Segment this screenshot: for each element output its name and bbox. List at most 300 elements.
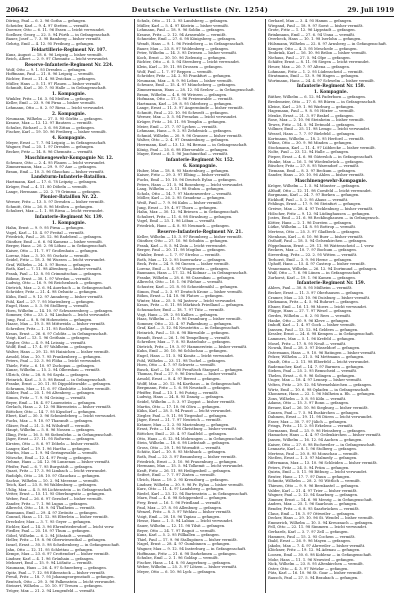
casualty-entry: Schröder, Fritz — 21. 4. 98 Oelsnitz — gefangen.	[6, 290, 98, 295]
casualty-entry: Becker, Ernst — 11. 3. 97 Oberhausen — gefangen.	[268, 291, 365, 296]
casualty-entry: Eichler, Karl — 14. 3. 96 Ehrenfriedersdorf — leicht verw.	[6, 524, 115, 529]
casualty-entry: Voigt, Emil — 20. 10. 96 Tapiau — gefangen.	[137, 514, 221, 519]
casualty-entry: Richter, Otto — 6. 5. 94 Sternberg — leicht verwundet.	[137, 60, 241, 65]
column-rule	[265, 19, 266, 593]
casualty-entry: Uhlig, Max — 4. 5. 98 Lichtenstein — in Gefangenschaft.	[6, 487, 113, 492]
casualty-entry: Thiele, Fritz — 6. 10. 97 Zschopau — gefangen.	[6, 363, 96, 368]
casualty-entry: Günther, Otto — 27. 10. 96 Schubin — gefangen.	[137, 239, 229, 244]
casualty-entry: Wiegand, Paul — 18. 9. 97 Soest — bisher vermißt.	[268, 23, 364, 28]
casualty-entry: Kraus, Ernst — 26. 6. 97 Colditz — in Gefangenschaft.	[6, 331, 108, 336]
casualty-entry: Conrad, Hans — 11. 12. 98 Elterlein — bisher vermißt.	[6, 515, 109, 520]
casualty-entry: Jakobs, Max — 7. 4. 97 Ahrweiler — bisher vermißt.	[268, 543, 366, 548]
casualty-entry: Pöppelmann, Ernst — 29. 11. 98 Wattenscheid — l. verw.	[268, 243, 375, 248]
casualty-entry: Engel, Hans — 5. 3. 96 Stollberg — vermißt.	[6, 304, 90, 309]
casualty-entry: Hammes, Paul — 15. 2. 95 Cochem — vermißt.	[268, 534, 356, 539]
casualty-entry: Mayer, Ernst — 6. 1. 96 Joachimsthal — vermißt.	[137, 152, 229, 157]
casualty-entry: Lehmann, Otto — 8. 2. 97 Riesa — leicht verwundet.	[6, 105, 105, 110]
casualty-entry: Overbeck, Hans — 10. 1. 98 Iserlohn — gefangen.	[268, 37, 362, 42]
section-heading: Feldartillerie-Regiment Nr. 107.	[31, 46, 107, 52]
casualty-entry: Fischer, Hans — 14. 8. 95 Angerburg — gefangen.	[137, 560, 232, 565]
casualty-entry: Keller, Wilhelm — 15. 3. 97 Bromberg — bisher vermißt.	[137, 234, 243, 239]
casualty-entry: Wilms, Otto — 30. 9. 96 Minden — gefangen.	[268, 141, 353, 146]
casualty-entry: Elsner, Emil — 16. 11. 98 Moers — leicht verwundet.	[268, 304, 368, 309]
casualty-entry: Sander, Hans — 20. 10. 96 Ahlen — bisher vermißt.	[268, 173, 365, 178]
casualty-entry: Scheider, Karl — 9. 4. 97 Stetten — vermißt.	[6, 23, 90, 28]
section-heading: Infanterie-Regiment Nr. 152.	[165, 156, 235, 162]
casualty-entry: Grote, Fritz — 1. 12. 96 Lippstadt — gefangen.	[268, 28, 356, 33]
casualty-entry: Schumacher, Emil — 18. 7. 97 Tütz — vermißt.	[137, 308, 225, 313]
casualty-entry: Hamacher, Hans — 4. 4. 97 Geilenkirchen — bisher vermißt.	[268, 433, 382, 438]
casualty-entry: Heinrich, Paul — 15. 6. 98 Bärwalde — gefangen.	[137, 331, 230, 335]
casualty-entry: Imhoff, Karl — 1. 4. 97 Goch — bisher vermißt.	[268, 323, 356, 328]
casualty-entry: Hartmann, Karl — 29. 8. 95 Oderberg — gefangen.	[137, 101, 233, 106]
casualty-entry: Xhonneux, Hans — 22. 1. 96 Mülheim a. Rh. — gefangen.	[268, 392, 376, 397]
casualty-entry: Illing, Fritz — 16. 5. 98 Siebenlehn — in Gefangenschaft.	[6, 432, 113, 437]
casualty-entry: Mehnert, Emil — 15. 9. 94 Lößnitz — vermißt.	[6, 561, 93, 566]
casualty-entry: Günther, Emil — 6. 6. 94 Kamenz — bisher vermißt.	[6, 239, 103, 244]
casualty-entry: Krüger, Paul — 4. 11. 80 Döbeln — vermißt.	[6, 185, 88, 190]
section-heading: Maschinengewehr-Kompagnie Nr. 12.	[24, 154, 114, 160]
casualty-entry: Horn, Otto — 4. 7. 97 Schwetz — vermißt.	[137, 363, 216, 368]
casualty-entry: Schreiber, Max — 7. 8. 95 Ratzebuhr — gefangen.	[137, 340, 231, 345]
casualty-entry: Fiedler, Paul — 25. 10. 97 Thum — gefangen.	[6, 529, 91, 534]
casualty-entry: Schütz, Karl — 10. 8. 95 Mehlsack — gefangen.	[137, 450, 227, 455]
casualty-entry: Sachse, Wilhelm — 10. 2. 94 Meerane — vermißt.	[6, 478, 100, 483]
casualty-entry: Roth, Karl — 7. 11. 98 Altenburg — bisher vermißt.	[6, 267, 103, 272]
section-heading: Pionier-Bataillon Nr. 22.	[40, 194, 98, 200]
casualty-entry: Heller, Fritz — 19. 8. 96 Oberwiesenthal — gefangen.	[6, 538, 107, 543]
casualty-entry: Schulze, Richard — 3. 6. 98 Zittau — gefangen.	[6, 125, 95, 130]
casualty-entry: Greiwe, Max — 28. 4. 97 Tecklenburg — bisher vermißt.	[268, 206, 374, 211]
casualty-entry: Meier, Emil — 27. 7. 97 Lychen — vermißt.	[137, 124, 218, 129]
casualty-entry: Baumann, Hans — 17. 12. 94 Kolmar — in Gefangenschaft.	[137, 271, 248, 276]
column-1	[6, 19, 132, 593]
casualty-entry: Peter, Wilhelm — 14. 3. 95 Driesen — bisher vermißt.	[137, 51, 238, 56]
casualty-entry: Kleine, Karl — 29. 1. 96 Warburg — gefangen.	[268, 104, 355, 109]
casualty-entry: Wortmann, Hans — 24. 4. 97 Schwelm — bisher vermißt.	[268, 78, 375, 83]
casualty-entry: Nagel, Ernst — 28. 4. 97 Gumbinnen — gefangen.	[137, 542, 231, 547]
casualty-entry: Weiß, Paul — 7. 9. 96 Kulm — bisher vermißt.	[137, 200, 223, 205]
casualty-entry: Drechsler, Max — 3. 7. 95 Geyer — gefangen.	[6, 520, 92, 524]
casualty-entry: Tenbrink, Karl — 16. 10. 96 Brilon — bisher vermißt.	[268, 51, 368, 56]
casualty-entry: Sauer, Wilhelm — 12. 11. 98 Tilsit — gefangen.	[137, 523, 226, 528]
casualty-entry: Eickhoff, Paul — 5. 2. 95 Ahaus — vermißt.	[268, 197, 349, 202]
casualty-entry: Kirsten, Otto — 8. 6. 97 Döbeln — bisher vermißt.	[6, 441, 100, 446]
casualty-entry: Hesse, Hans — 1. 5. 94 Labiau — leicht verwundet.	[137, 519, 234, 524]
casualty-entry: Quirin, Emil — 5. 11. 98 Bitburg — leicht verwundet.	[268, 470, 368, 475]
casualty-entry: Weber, Paul — 26. 6. 97 Gersdorf — bisher vermißt.	[6, 497, 103, 502]
casualty-entry: Ernst, Fritz — 14. 9. 96 Christburg — bisher vermißt.	[137, 427, 238, 432]
casualty-entry: Hofmann, Otto — 17. 1. 96 Freienwalde — vermißt.	[137, 97, 234, 102]
section-heading: 2. Kompagnie.	[52, 110, 86, 116]
casualty-entry: Hülsmann, Wilhelm — 22. 8. 97 Arnsberg — in Gefangenschaft.	[268, 41, 388, 46]
casualty-entry: Beck, Fritz — 24. 9. 96 Gnesen — bisher vermißt.	[137, 262, 230, 267]
casualty-entry: Horn, Wilhelm — 14. 10. 97 Schwarzenberg — gefangen.	[6, 308, 114, 313]
casualty-entry: Peters, Hans — 21. 5. 94 Rosenberg — leicht verwundet.	[137, 182, 244, 187]
casualty-entry: Kunz, Karl — 5. 2. 95 Pillkallen — gefangen.	[137, 533, 220, 538]
casualty-entry: Hermann, Max — 15. 5. 94 Tolkemit — leicht verwundet.	[137, 464, 244, 469]
casualty-entry: Ziegler, Otto — 4. 9. 94 Leisnig — vermißt.	[6, 340, 87, 345]
casualty-entry: Böhm, Ernst — 14. 10. 96 Flatow — gefangen.	[137, 294, 224, 299]
casualty-entry: Lammers, Max — 5. 1. 96 Krefeld — gefangen.	[268, 337, 356, 341]
casualty-entry: Stein, Wilhelm — 18. 6. 98 Liebstadt — gefangen.	[137, 441, 231, 446]
casualty-entry: Zimmer, Ernst — 14. 6. 98 Merzig — in Gefangenschaft.	[268, 497, 373, 502]
casualty-entry: Schröder, Fritz — 24. 2. 95 Frankfurt — gefangen.	[137, 74, 232, 79]
casualty-entry: Arnold, Max — 10. 7. 95 Frankenberg — gefangen.	[6, 354, 102, 359]
casualty-entry: Böttcher, Otto — 14. 7. 95 Kipsdorf — gefangen.	[6, 409, 97, 414]
casualty-entry: Lange, Hermann — 22. 2. 79 Grimma — gefangen.	[6, 189, 101, 194]
casualty-entry: Roth, Paul — 22. 3. 97 Braunsberg — bisher vermißt.	[137, 455, 237, 460]
casualty-entry: Schulze, Emil — 2. 1. 96 Goldap — vermißt.	[137, 556, 219, 561]
casualty-entry: Rademacher, Karl — 14. 7. 97 Barmen — gefangen.	[268, 364, 365, 369]
casualty-entry: Pfeiffer, Emil — 13. 1. 96 Putzig — vermißt.	[137, 390, 219, 395]
casualty-entry: Schwarz, Otto — 2. 4. 95 Plauen — leicht verwundet.	[6, 160, 106, 165]
casualty-entry: Neumann, Max — 8. 9. 96 Lebus — bisher vermißt.	[137, 78, 233, 83]
casualty-entry: Steinert, Wilhelm — 10. 10. 97 Treuen — gefangen.	[6, 584, 103, 589]
casualty-entry: Zander, Fritz — 7. 1. 96 Lugau — gefangen.	[6, 501, 88, 506]
casualty-entry: Cramer, Max — 23. 10. 96 Duisburg — bisher vermißt.	[268, 295, 371, 300]
casualty-entry: Sieverding, Fritz — 22. 2. 95 Witten — vermißt.	[268, 252, 358, 257]
casualty-entry: Wirtz, Emil — 10. 6. 98 Opladen — in Gefangenschaft.	[268, 387, 370, 392]
casualty-entry: Wessel, Hans — 7. 7. 97 Bielefeld — gefangen.	[268, 132, 356, 137]
casualty-entry: Schmidt, Karl — 30. 7. 95 Halle — in Gefangenschaft.	[6, 86, 107, 91]
casualty-entry: Marx, Paul — 4. 6. 98 Schippenbeil — gefangen.	[137, 496, 228, 501]
casualty-entry: Lehmann, Paul — 18. 9. 96 Soldin — gefangen.	[137, 28, 225, 33]
casualty-entry: Zurhorst, Karl — 19. 1. 96 Kamen — gefangen.	[268, 275, 356, 280]
casualty-entry: Oehme, Hans — 24. 12. 98 Lunzenau — bisher vermißt.	[6, 460, 111, 465]
casualty-entry: Wolff, Emil — 17. 4. 97 Waldheim — gefangen.	[6, 345, 93, 350]
casualty-entry: Schmitt, Otto — 26. 8. 96 Meißen — gefangen.	[6, 204, 94, 209]
casualty-entry: Fischer, Karl — 19. 10. 96 Freiberg — bisher vermißt.	[6, 130, 107, 135]
casualty-entry: Stockmann, Karl — 11. 4. 97 Lübbecke — bisher vermißt.	[268, 145, 376, 150]
casualty-entry: Engel, Hans — 11. 5. 94 Konitz — leicht verwundet.	[137, 353, 235, 358]
casualty-entry: Schubert, Max — 1. 1. 98 Riesa — leicht verwundet.	[6, 209, 104, 214]
casualty-entry: Krüger, Fritz — 16. 11. 98 Templin — gefangen.	[137, 120, 227, 125]
casualty-entry: Vogt, Hans — 29. 2. 95 Kallies — gefangen.	[137, 312, 219, 317]
casualty-entry: Becker, Fritz — 14. 8. 96 Chemnitz — vermißt.	[6, 150, 94, 155]
casualty-entry: Winkler, Fritz — 16. 3. 94 Meißen — gefangen.	[6, 96, 94, 101]
casualty-entry: Menke, Ernst — 21. 3. 97 Brakel — gefangen.	[268, 113, 354, 118]
casualty-entry: Kötter, Hans — 2. 1. 96 Dorsten — gefangen.	[268, 220, 353, 225]
casualty-entry: Vogel, Emil — 23. 1. 96 Löbau — vermißt.	[137, 219, 216, 224]
casualty-entry: Rentsch, Otto — 29. 3. 96 Falkenstein — leicht verwundet.	[6, 579, 116, 584]
casualty-entry: Gerhards, Karl — 3. 7. 97 Zell — gefangen.	[268, 529, 349, 534]
casualty-entry: Wagner, Max — 9. 12. 94 Insterburg — in Gefangenschaft.	[137, 546, 247, 551]
casualty-entry: Schwarz, Emil — 15. 4. 97 Müncheberg — gefangen.	[137, 83, 236, 88]
casualty-entry: Friedrich, Paul — 28. 12. 96 Radebeul — gefangen.	[6, 235, 103, 240]
casualty-entry: Mosel, Fritz — 17. 8. 95 Neuß — vermißt.	[268, 341, 347, 346]
casualty-entry: Ahlers, Paul — 30. 8. 95 Mülheim — vermißt.	[268, 286, 353, 291]
casualty-entry: Wagner, Paul — 25. 1. 97 Dresden — gefangen.	[6, 145, 95, 150]
casualty-entry: Hartmann, Karl — 17. 6. 78 Leipzig — gefangen.	[6, 180, 98, 185]
casualty-entry: Doerner, Otto — 6. 11. 96 Essen — leicht verwundet.	[6, 28, 106, 33]
casualty-entry: Kühn, Emil — 9. 12. 97 Annaberg — bisher vermißt.	[6, 294, 104, 299]
casualty-entry: Hölscher, Fritz — 9. 12. 94 Lüdinghausen — gefangen.	[268, 211, 371, 216]
section-heading: Reserve-Infanterie-Regiment Nr. 21.	[157, 228, 243, 234]
casualty-entry: Jahn, Otto — 12. 11. 95 Schlettau — gefangen.	[6, 547, 94, 552]
casualty-entry: Schneider, Emil — 27. 6. 98 Königsberg — gefangen.	[137, 37, 237, 42]
section-heading: Landsturm-Infanterie-Bataillon.	[31, 174, 107, 180]
column-3	[268, 19, 394, 593]
casualty-entry: Heuer, Max — 20. 7. 97 Altena — gefangen.	[268, 64, 351, 69]
casualty-entry: Büscher, Fritz — 27. 8. 95 Warendorf — vermißt.	[268, 164, 360, 169]
casualty-entry: Werner, Max — 3. 5. 94 Prenzlau — leicht verwundet.	[137, 115, 238, 120]
casualty-entry: Wenzel, Fritz — 8. 3. 97 Wehlau — bisher vermißt.	[137, 510, 232, 515]
casualty-entry: Meyer, Ernst — 7. 7. 94 Leipzig — in Gefangenschaft.	[6, 140, 107, 145]
casualty-entry: Schreiber, Fritz — 1. 11. 95 Rochlitz — gefangen.	[6, 327, 99, 332]
casualty-entry: Gormanns, Emil — 23. 9. 96 Heinsberg — gefangen.	[268, 428, 366, 433]
casualty-entry: Nitzsche, Emil — 12. 4. 97 Penig — gefangen.	[6, 455, 92, 460]
section-heading: Infanterie-Regiment Nr. 158.	[296, 83, 366, 89]
casualty-entry: Decker, Hans — 29. 10. 96 St. Wendel — bisher vermißt.	[268, 516, 374, 521]
casualty-entry: Ulrich, Hans — 19. 2. 95 Kreuzburg — gefangen.	[137, 478, 229, 482]
casualty-entry: Fehlings, Ernst — 17. 9. 96 Steinfurt — gefangen.	[268, 202, 362, 207]
casualty-entry: Thiesen, Otto — 9. 9. 96 Bernkastel — gefangen.	[268, 484, 360, 488]
casualty-entry: Beyer, Otto — 24. 7. 97 Ragnit — vermißt.	[137, 528, 216, 533]
casualty-entry: Frank, Karl — 8. 5. 94 Znin — leicht verwundet.	[137, 243, 227, 248]
casualty-entry: Berger, Hans — 20. 2. 98 Löbau — in Gefangenschaft.	[6, 244, 108, 249]
casualty-entry: Haase, Max — 19. 5. 98 Mittweida — bisher vermißt.	[6, 322, 106, 327]
casualty-entry: Voigt, Karl — 13. 1. 96 Geithain — gefangen.	[6, 336, 90, 341]
casualty-entry: Bauer, Max — 23. 8. 97 Woldenberg — gefangen.	[137, 46, 229, 51]
casualty-entry: Janssen, Paul — 13. 12. 94 Geldern — gefangen.	[268, 327, 359, 332]
section-heading: Reserve-Infanterie-Regiment Nr. 224.	[24, 61, 114, 67]
casualty-entry: Esser, Max — 30. 7. 97 Jülich — gefangen.	[268, 419, 348, 424]
casualty-entry: Seidel, Fritz — 18. 3. 96 Wurzen — leicht verwundet.	[6, 258, 106, 263]
casualty-entry: Koch, Ernst — 30. 10. 96 Zielenzig — gefangen.	[137, 55, 227, 60]
casualty-entry: Neumann, Wilhelm — 27. 5. 95 Görlitz — gefangen.	[6, 116, 103, 121]
casualty-entry: Seidel, Wilhelm — 5. 3. 97 Zoppot — bisher vermißt.	[137, 399, 236, 404]
casualty-entry: Richter, Ernst — 11. 4. 98 Zwickau — gefangen.	[6, 76, 96, 81]
casualty-entry: Ludwig, Otto — 16. 9. 96 Reichenbach — gefangen.	[6, 281, 103, 286]
casualty-entry: Schäfer, Ernst — 8. 11. 98 Siegen — leicht verwundet.	[268, 60, 370, 65]
casualty-entry: Graf, Karl — 3. 12. 94 Neustettin — in Gefangenschaft.	[137, 326, 241, 331]
casualty-entry: Kühn, Karl — 28. 5. 94 Praust — leicht verwundet.	[137, 409, 232, 414]
casualty-entry: Nowak, Emil — 28. 3. 97 Düsseldorf — gefangen.	[268, 346, 361, 351]
casualty-entry: Kaiser, Otto — 11. 7. 97 Großenhain — gefangen.	[6, 248, 99, 253]
casualty-entry: Conzen, Paul — 7. 5. 94 Euskirchen — gefangen.	[268, 410, 360, 415]
casualty-entry: Quast, Fritz — 17. 3. 96 Limbach — leicht verwundet.	[6, 469, 107, 474]
casualty-entry: Pfeifer, Paul — 6. 7. 95 Burgstädt — gefangen.	[6, 464, 94, 469]
casualty-entry: Unger, Max — 18. 4. 97 Lennep — bisher vermißt.	[268, 378, 363, 383]
casualty-entry: Diekmann, Fritz — 4. 5. 94 Ruhrort — gefangen.	[268, 300, 359, 305]
casualty-entry: Jung, Paul — 8. 8. 96 Hohenstein — gefangen.	[6, 317, 93, 322]
casualty-entry: Bergmann, Fritz — 1. 6. 98 Neustadt — gefangen.	[137, 386, 231, 391]
casualty-entry: Peters, Paul — 22. 3. 96 Flöha — leicht verwundet.	[6, 359, 102, 364]
casualty-entry: Heinrich, Karl — 3. 5. 98 Brand — in Gefangenschaft.	[6, 377, 107, 382]
casualty-entry: Vogel, Karl — 15. 4. 97 Freital — vermißt.	[6, 230, 85, 235]
casualty-entry: Gläser, Paul — 21. 2. 94 Wilsdruff — vermißt.	[6, 423, 91, 428]
casualty-entry: Müller, Hans — 5. 11. 97 Plauen — bisher vermißt.	[6, 81, 102, 86]
casualty-entry: Pieper, Ernst — 4. 6. 98 Gütersloh — in Gefangenschaft.	[268, 155, 374, 160]
casualty-entry: Gehrig, Emil — 4. 12. 95 Freiburg — gefangen.	[6, 41, 95, 46]
casualty-entry: Fuchs, Max — 9. 10. 97 Tharandt — gefangen.	[6, 418, 94, 423]
casualty-entry: Arnold, Ernst — 8. 4. 97 Berent — gefangen.	[137, 376, 221, 381]
casualty-entry: Franke, Ernst — 20. 11. 95 Dippoldiswalde — gefangen.	[6, 382, 112, 387]
casualty-entry: Hanke, Otto — 20. 9. 96 Kleve — gefangen.	[268, 318, 350, 323]
casualty-entry: Göbel, Wilhelm — 6. 2. 94 Jöhstadt — vermißt.	[6, 533, 94, 538]
casualty-entry: Ludwig, Hans — 24. 8. 95 Danzig — gefangen.	[137, 395, 225, 400]
casualty-entry: Offermann, Max — 13. 10. 96 Schleiden — bisher vermißt.	[268, 461, 378, 466]
casualty-entry: Ebert, Karl — 30. 3. 96 Schmiedeberg — leicht verwundet.	[6, 414, 117, 419]
casualty-entry: Wulf, Otto — 7. 6. 98 Lünen — in Gefangenschaft.	[268, 271, 362, 276]
casualty-entry: Lange, Ernst — 11. 3. 97 Angermünde — bisher vermißt.	[137, 106, 244, 111]
casualty-entry: Kraft, Fritz — 26. 11. 98 Heiligenbeil — gefangen.	[137, 468, 232, 473]
section-heading: 6. Kompagnie.	[183, 162, 217, 168]
casualty-entry: Pohl, Wilhelm — 23. 11. 98 Tuchel — gefangen.	[137, 358, 226, 363]
casualty-entry: Krause, Fritz — 2. 12. 94 Arnswalde — vermißt.	[137, 32, 227, 37]
casualty-entry: Gerhard, Max — 3. 4. 95 Hamm — gefangen.	[268, 19, 353, 23]
casualty-entry: Dahmen, Ernst — 19. 11. 98 Düren — leicht verwundet.	[268, 415, 373, 420]
casualty-entry: Albrecht, Otto — 18. 9. 94 Thalheim — vermißt.	[6, 506, 96, 511]
casualty-entry: Opitz, Paul — 7. 12. 98 Eibenstock — bisher vermißt.	[6, 570, 106, 575]
casualty-entry: Valder, Karl — 21. 4. 97 Trier — bisher vermißt.	[268, 488, 358, 493]
casualty-entry: Lorenz, Emil — 5. 4. 97 Wongrowitz — gefangen.	[137, 266, 229, 271]
casualty-entry: Graf, Wilhelm — 24. 5. 97 Borna — gefangen.	[6, 262, 92, 267]
casualty-entry: Lehmann, Hans — 9. 2. 95 Zehdenick — gefangen.	[137, 129, 232, 134]
casualty-entry: Hoffmann, Paul — 21. 8. 96 Leipzig — vermißt.	[6, 72, 95, 77]
casualty-entry: Langer, Karl — 19. 1. 96 Hartha — gefangen.	[6, 446, 91, 451]
casualty-entry: Brandt, Ernst — 26. 1. 96 Tempelburg — vermißt.	[137, 335, 231, 340]
casualty-entry: Winter, Max — 25. 5. 94 Jastrow — leicht verwundet.	[137, 298, 237, 303]
casualty-entry: Pelzer, Wilhelm — 21. 5. 94 Mettmann — gefangen.	[268, 355, 365, 360]
casualty-entry: Lang, Wilhelm — 3. 11. 98 Stuhm — gefangen.	[137, 187, 225, 192]
casualty-entry: Haupt, Wilhelm — 5. 8. 96 Nossen — gefangen.	[6, 428, 95, 433]
casualty-entry: Bredemeier, Otto — 17. 6. 98 Büren — in Gefangenschaft.	[268, 99, 377, 104]
casualty-entry: Lohmann, Fritz — 1. 2. 95 Lüdenscheid — vermißt.	[268, 69, 364, 74]
casualty-entry: Claus, Emil — 18. 3. 97 Ottweiler — gefangen.	[268, 511, 356, 516]
casualty-entry: Sommer, Otto — 23. 2. 94 Limbach — leicht verwundet.	[6, 313, 111, 318]
casualty-entry: Ibald, Ernst — 26. 9. 96 Mayen — gefangen.	[268, 539, 351, 544]
casualty-entry: Reuter, Hans — 17. 7. 97 Daun — gefangen.	[268, 474, 351, 479]
casualty-entry: Frank, Paul — 12. 8. 95 Crimmitschau — gefangen.	[6, 271, 103, 276]
casualty-entry: Schuster, Karl — 21. 8. 95 Schneidemühl — gefangen.	[137, 285, 239, 290]
casualty-entry: Frings, Fritz — 11. 2. 95 Erkelenz — vermißt.	[268, 424, 354, 429]
casualty-entry: Werner, Fritz — 13. 5. 97 Dresden — bisher vermißt.	[6, 200, 105, 205]
section-heading: Infanterie-Regiment Nr. 159.	[296, 280, 366, 286]
casualty-entry: Sommer, Otto — 22. 4. 97 Falkenburg — gefangen.	[137, 321, 233, 326]
casualty-entry: Preuß, Fritz — 18. 7. 95 Johanngeorgenstadt — gefangen.	[6, 575, 115, 580]
publication-title: Deutsche Verlustliste (Nr. 1254)	[131, 6, 269, 14]
casualty-entry: Peters, Fritz — 24. 5. 94 Prüm — gefangen.	[268, 465, 350, 470]
casualty-entry: Rüther, Wilhelm — 6. 12. 94 Paderborn — gefangen.	[268, 95, 366, 100]
casualty-entry: Wagner, Paul — 2. 12. 94 Saarburg — gefangen.	[268, 493, 359, 498]
casualty-entry: Israel, Ernst — 30. 5. 98 Scheibenberg — in Gefangenschaft.	[6, 542, 121, 547]
casualty-entry: Gerlach, Hans — 2. 12. 98 Bärenstein — bisher vermißt.	[6, 405, 112, 410]
casualty-entry: Krause, Max — 12. 12. 97 Bautzen — vermißt.	[6, 121, 93, 126]
casualty-entry: Zons, Wilhelm — 3. 8. 95 Köln — vermißt.	[268, 396, 347, 401]
casualty-entry: Pohl, Karl — 27. 7. 95 Marienberg — gefangen.	[6, 299, 95, 304]
casualty-entry: Klöckner, Fritz — 19. 12. 94 Adenau — gefangen.	[268, 548, 361, 553]
casualty-entry: Teich, Karl — 23. 8. 96 Waldenburg — gefangen.	[6, 483, 98, 488]
casualty-entry: Lütke, Wilhelm — 14. 8. 95 Bottrop — vermißt.	[268, 225, 357, 230]
casualty-entry: Emmerich, Wilhelm — 10. 5. 94 Kreuznach — gefangen.	[268, 520, 374, 525]
casualty-entry: Nick, Wilhelm — 23. 8. 95 Altenkirchen — vermißt.	[268, 562, 364, 567]
casualty-entry: Böhme, Ernst — 30. 1. 97 Werdau — vermißt.	[6, 276, 92, 281]
casualty-entry: Seifert, Emil — 7. 7. 97 Zinten — vermißt.	[137, 473, 216, 478]
casualty-entry: Martin, Otto — 17. 10. 96 Oliva — gefangen.	[137, 404, 221, 409]
casualty-entry: Weber, Wilhelm — 25. 3. 97 Lötzen — bisher vermißt.	[137, 565, 238, 570]
casualty-entry: Mohr, Hans — 11. 1. 96 Neuwied — gefangen.	[268, 557, 355, 562]
casualty-entry: Rose, Max — 2. 10. 96 Steinheim — bisher vermißt.	[268, 118, 365, 123]
casualty-entry: Wendt, Hans — 9. 1. 96 Friedeberg — in Gefangenschaft.	[137, 41, 245, 46]
casualty-entry: Berger, Paul — 20. 11. 98 Mogilno — gefangen.	[137, 248, 226, 253]
section-heading: Maschinengewehr-Kompagnie.	[294, 178, 368, 183]
casualty-entry: Fuchs, Emil — 10. 10. 96 Deutsch Eylau — gefangen.	[137, 178, 237, 182]
casualty-entry: Reich, Albert — 2. 9. 97 Chemnitz — leicht verwundet.	[6, 57, 109, 62]
issue-date: 29. Juli 1919	[347, 6, 394, 14]
casualty-entry: Andres, Max — 25. 1. 96 Saarlouis — gefangen.	[268, 502, 358, 507]
casualty-entry: Sieben, Paul — 25. 2. 95 Remscheid — vermißt.	[268, 369, 358, 374]
page-header	[6, 4, 394, 17]
casualty-entry: Böttcher, Emil — 25. 4. 97 Saalfeld — gefangen.	[137, 432, 228, 437]
casualty-entry: Schmid, Wilhelm — 20. 9. 96 Gransee — bisher vermißt.	[137, 133, 243, 138]
casualty-entry: Paul, Max — 27. 8. 95 Allenburg — gefangen.	[137, 505, 223, 510]
casualty-entry: Kröger, Wilhelm — 1. 5. 94 Münster — gefangen.	[268, 184, 361, 188]
section-heading: 1. Kompagnie.	[314, 89, 348, 95]
casualty-entry: Kraus, Fritz — 6. 11. 98 Märkisch Friedland — gefangen.	[137, 303, 245, 308]
casualty-entry: Kaiser, Fritz — 29. 3. 97 Elbing — bisher vermißt.	[137, 173, 231, 178]
casualty-entry: Kempe, Max — 23. 6. 97 Crottendorf — bisher vermißt.	[6, 552, 110, 557]
casualty-entry: Vollmer, Emil — 25. 11. 98 Lemgo — leicht verwundet.	[268, 127, 371, 132]
casualty-entry: Thomas, Paul — 27. 9. 96 Dirschau — bisher vermißt.	[137, 372, 238, 377]
section-heading: 4. Kompagnie.	[52, 134, 86, 140]
casualty-entry: Quadt, Otto — 2. 11. 98 Elberfeld — leicht verwundet.	[268, 359, 370, 364]
casualty-entry: Niehaus, Paul — 27. 5. 94 Olpe — gefangen.	[268, 55, 351, 60]
casualty-entry: Fell, Otto — 22. 11. 98 Simmern — leicht verwundet.	[268, 525, 368, 530]
casualty-entry: Tröger, Max — 21. 2. 94 Lengenfeld — vermißt.	[6, 588, 96, 593]
casualty-entry: Jäger, Ernst — 27. 11. 95 Roßwein — gefangen.	[6, 437, 96, 442]
section-heading: 1. Kompagnie.	[52, 220, 86, 225]
casualty-entry: Vetter, Ernst — 15. 11. 95 Oberlungwitz — gefangen.	[6, 492, 106, 497]
casualty-entry: Ziegler, Paul — 9. 11. 98 Tiegenhof — gefangen.	[137, 413, 228, 418]
casualty-entry: Schulz, Otto — 11. 2. 95 Landsberg — gefangen.	[137, 19, 229, 23]
casualty-entry: Terhorst, Emil — 3. 9. 96 Herne — gefangen.	[268, 257, 353, 262]
casualty-entry: Hagemann, Paul — 9. 8. 95 Höxter — vermißt.	[268, 109, 355, 114]
casualty-entry: Hahn, Max — 30. 12. 94 Briesen — in Gefangenschaft.	[137, 210, 240, 215]
casualty-entry: Mertens, Paul — 20. 8. 95 Monschau — vermißt.	[268, 451, 359, 456]
casualty-entry: Thelen, Ernst — 6. 9. 96 Solingen — gefangen.	[268, 373, 356, 378]
casualty-entry: Rudolph, Otto — 28. 10. 97 Glauchau — gefangen.	[6, 474, 101, 479]
casualty-entry: Jostes, Emil — 21. 6. 98 Recklinghausen — in Gefangensch.	[268, 216, 380, 221]
casualty-entry: Dietrich, Max — 2. 6. 94 Auerbach — in Gefangenschaft.	[6, 285, 113, 290]
casualty-entry: Reckers, Max — 10. 7. 97 Bochum — gefangen.	[268, 248, 357, 253]
casualty-entry: Breuer, Karl — 26. 10. 96 Siegburg — bisher vermißt.	[268, 405, 369, 410]
casualty-entry: Zimmermann, Hans — 28. 12. 94 Seelow — in Gefangenschaft.	[137, 87, 255, 92]
casualty-entry: Lennartz, Karl — 8. 1. 96 Stolberg — gefangen.	[268, 447, 357, 452]
casualty-entry: Oster, Otto — 4. 3. 97 Wetzlar — gefangen.	[268, 566, 349, 571]
casualty-entry: Braun, Wilhelm — 4. 6. 98 Wriezen — gefangen.	[137, 92, 228, 97]
casualty-entry: Adams, Otto — 15. 3. 97 Bonn — gefangen.	[268, 401, 350, 406]
casualty-entry: Kaiser, Otto — 27. 6. 98 Eschweiler — in Gefangenschaft.	[268, 442, 376, 447]
casualty-entry: Riedel, Karl — 23. 12. 94 Bartenstein — in Gefangenschaft.	[137, 491, 249, 496]
casualty-entry: Wolf, Paul — 1. 7. 97 Reppen — vermißt.	[137, 69, 213, 74]
casualty-entry: Borgmann, Karl — 24. 7. 97 Borken — gefangen.	[268, 193, 360, 198]
casualty-entry: Bauer, Josef — 7. 3. 98 Bamberg — bisher vermißt.	[6, 37, 102, 42]
casualty-entry: Uphoff, Hans — 15. 4. 97 Castrop — bisher vermißt.	[268, 262, 366, 267]
casualty-entry: Lindner, Karl — 4. 1. 96 Grünhain — gefangen.	[6, 556, 94, 561]
casualty-entry: Hoffmann, Fritz — 21. 6. 98 Darkehmen — gefangen.	[137, 551, 237, 556]
casualty-entry: Wolf, Otto — 9. 1. 93 Dresden — gefangen.	[6, 67, 87, 72]
casualty-entry: Keller, Emil — 23. 9. 96 Pirna — bisher vermißt.	[6, 101, 97, 106]
casualty-entry: Wolff, Max — 20. 12. 94 Karthaus — in Gefangenschaft.	[137, 381, 242, 386]
casualty-entry: Simon, Paul — 2. 3. 97 Deutsch Krone — bisher vermißt.	[137, 289, 244, 294]
casualty-entry: Jansen, Wilhelm — 16. 12. 94 Aachen — gefangen.	[268, 438, 363, 443]
casualty-entry: Döring, Paul — 6. 2. 96 Gotha — gefangen.	[6, 19, 87, 23]
casualty-entry: Ullrich, Otto — 28. 8. 96 Sayda — gefangen.	[6, 373, 89, 377]
page-number: 20642	[6, 6, 29, 14]
casualty-entry: Kessler, Ernst — 24. 6. 98 Kempen — in Gefangenschaft.	[268, 332, 375, 337]
